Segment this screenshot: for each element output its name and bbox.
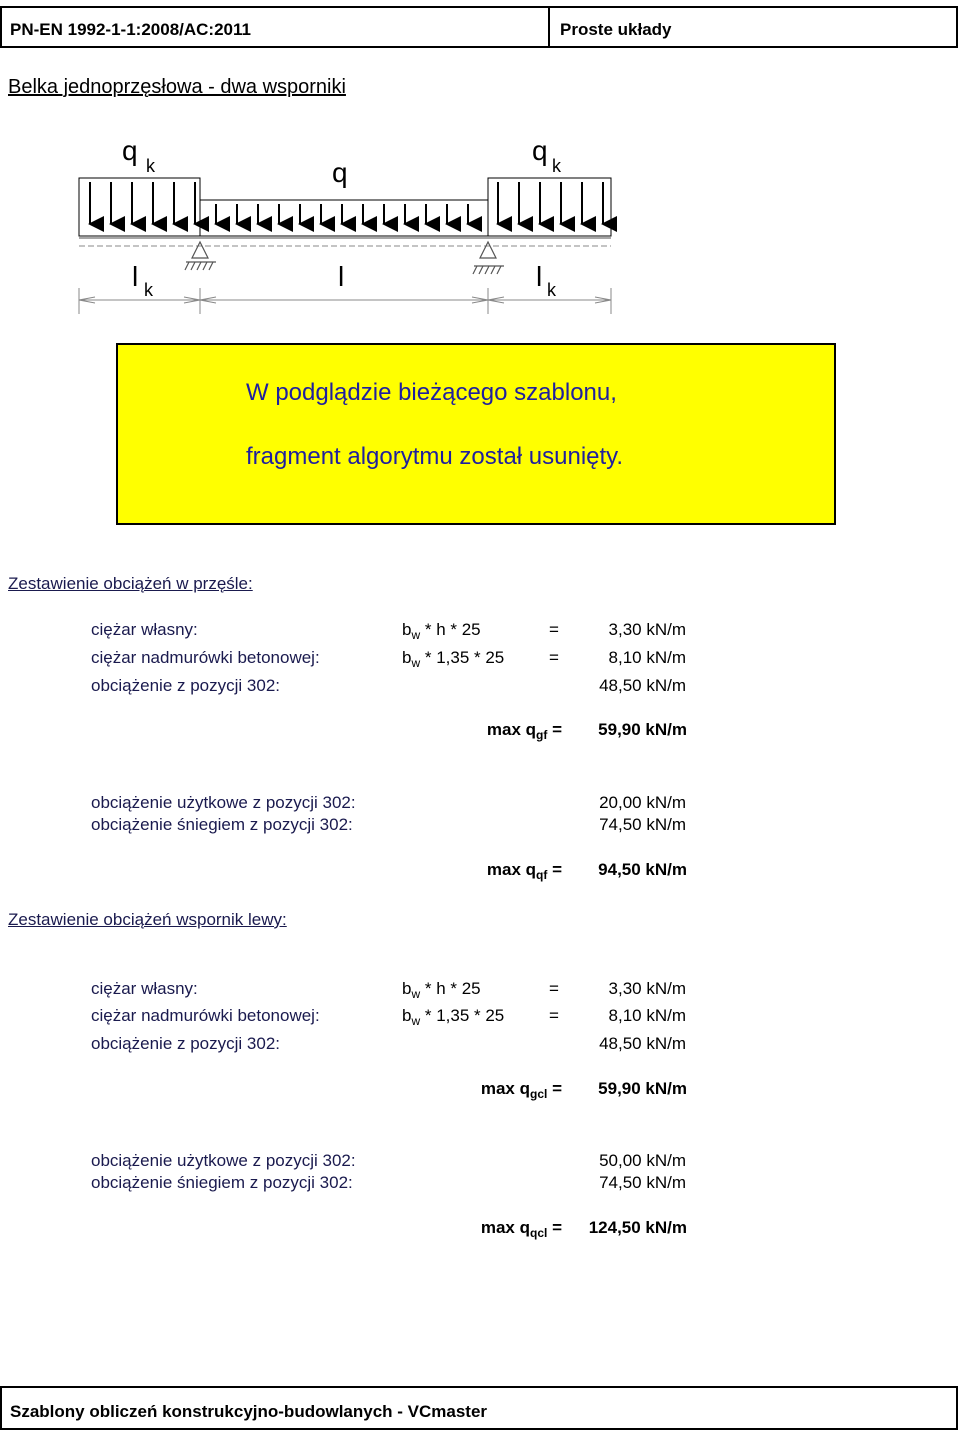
cant-self-weight-formula: $b_w$ * h * 25 xyxy=(402,979,481,1001)
span-pos-load-label: obciążenie z pozycji 302: xyxy=(91,676,281,695)
span-load xyxy=(200,200,488,236)
cant-wall-weight-eq: = xyxy=(549,1006,559,1025)
cant-max-g-label: $\max q_{gcl}$ = xyxy=(480,1079,562,1101)
l-right-label: l xyxy=(536,261,543,292)
span-wall-weight-formula: $b_w * 1,35 * 25$ xyxy=(402,648,505,670)
cant-wall-weight-label: ciężar nadmurówki betonowej: xyxy=(91,1006,320,1025)
cantilever-heading: Zestawienie obciążeń wspornik lewy: xyxy=(8,910,287,929)
header-bar xyxy=(0,6,958,48)
roller-support xyxy=(473,242,504,274)
q-right-label: q xyxy=(532,135,548,166)
span-max-g-label: $\max q_{gf}$ = xyxy=(486,720,562,742)
cant-snow-value: 74,50 kN/m xyxy=(599,1173,686,1192)
span-self-weight-value: 3,30 kN/m xyxy=(608,620,686,639)
cant-pos-load-label: obciążenie z pozycji 302: xyxy=(91,1034,281,1053)
span-heading: Zestawienie obciążeń w przęśle: xyxy=(8,574,253,593)
cant-live-value: 50,00 kN/m xyxy=(599,1151,686,1170)
cant-self-weight-eq: = xyxy=(549,979,559,998)
header-divider xyxy=(548,8,550,46)
span-self-weight-formula: $b_w$ * h * 25 xyxy=(402,620,481,642)
l-left-sub: k xyxy=(144,280,153,300)
span-max-g-value: 59,90 kN/m xyxy=(598,720,687,739)
cant-live-label: obciążenie użytkowe z pozycji 302: xyxy=(91,1151,356,1170)
span-self-weight-eq: = xyxy=(549,620,559,639)
page-title: Belka jednoprzęsłowa - dwa wsporniki xyxy=(8,76,346,98)
span-wall-weight-value: 8,10 kN/m xyxy=(608,648,686,667)
span-live-value: 20,00 kN/m xyxy=(599,793,686,812)
dimension-line xyxy=(79,288,611,314)
q-right-sub: k xyxy=(552,156,561,176)
cant-wall-weight-value: 8,10 kN/m xyxy=(608,1006,686,1025)
footer-text: Szablony obliczeń konstrukcyjno-budowlanych - VCmaster xyxy=(10,1402,488,1421)
q-left-sub: k xyxy=(146,156,155,176)
footer-bar xyxy=(0,1386,958,1430)
load-arrows xyxy=(90,182,603,224)
cant-wall-weight-formula: $b_w * 1,35 * 25$ xyxy=(402,1006,505,1028)
span-wall-weight-label: ciężar nadmurówki betonowej: xyxy=(91,648,320,667)
category-label: Proste układy xyxy=(560,20,672,39)
cant-self-weight-value: 3,30 kN/m xyxy=(608,979,686,998)
norm-code: PN-EN 1992-1-1:2008/AC:2011 xyxy=(10,20,251,39)
cant-max-q-label: $\max q_{qcl}$ = xyxy=(480,1218,562,1240)
template-preview-notice xyxy=(116,343,836,525)
right-cantilever-load xyxy=(488,178,611,236)
l-left-label: l xyxy=(132,261,139,292)
cant-max-g-value: 59,90 kN/m xyxy=(598,1079,687,1098)
beam-diagram xyxy=(0,120,700,320)
cant-snow-label: obciążenie śniegiem z pozycji 302: xyxy=(91,1173,353,1192)
l-mid-label: l xyxy=(338,261,345,292)
l-right-sub: k xyxy=(547,280,556,300)
left-cantilever-load xyxy=(79,178,200,236)
span-max-q-value: 94,50 kN/m xyxy=(598,860,687,879)
cant-max-q-value: 124,50 kN/m xyxy=(588,1218,687,1237)
span-snow-label: obciążenie śniegiem z pozycji 302: xyxy=(91,815,353,834)
cant-self-weight-label: ciężar własny: xyxy=(91,979,198,998)
span-wall-weight-eq: = xyxy=(549,648,559,667)
q-mid-label: q xyxy=(332,157,348,188)
span-live-label: obciążenie użytkowe z pozycji 302: xyxy=(91,793,356,812)
span-max-q-label: $\max q_{qf}$ = xyxy=(486,860,562,882)
span-snow-value: 74,50 kN/m xyxy=(599,815,686,834)
notice-line-1: W podglądzie bieżącego szablonu, xyxy=(246,379,617,406)
cant-pos-load-value: 48,50 kN/m xyxy=(599,1034,686,1053)
span-pos-load-value: 48,50 kN/m xyxy=(599,676,686,695)
notice-line-2: fragment algorytmu został usunięty. xyxy=(246,443,624,470)
span-self-weight-label: ciężar własny: xyxy=(91,620,198,639)
q-left-label: q xyxy=(122,135,138,166)
